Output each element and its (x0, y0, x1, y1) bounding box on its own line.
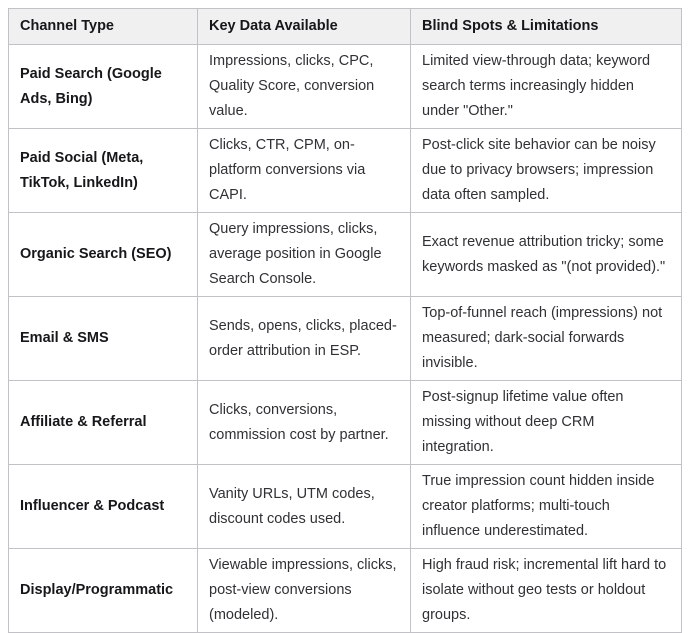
table-row-paid-search (9, 45, 682, 129)
cell-blind-spots: True impression count hidden inside creator platforms; multi-touch influence underestimated. (411, 465, 682, 549)
cell-blind-spots: Limited view-through data; keyword search terms increasingly hidden under "Other." (411, 45, 682, 129)
table-row-influencer-podcast (9, 465, 682, 549)
cell-blind-spots: Top-of-funnel reach (impressions) not measured; dark-social forwards invisible. (411, 297, 682, 381)
cell-channel: Paid Search (Google Ads, Bing) (9, 45, 198, 129)
cell-key-data: Viewable impressions, clicks, post-view conversions (modeled). (198, 549, 411, 633)
cell-channel: Email & SMS (9, 297, 198, 381)
cell-channel: Paid Social (Meta, TikTok, LinkedIn) (9, 129, 198, 213)
cell-blind-spots: Post-click site behavior can be noisy due to privacy browsers; impression data often sampled. (411, 129, 682, 213)
cell-channel: Influencer & Podcast (9, 465, 198, 549)
cell-key-data: Clicks, CTR, CPM, on-platform conversions via CAPI. (198, 129, 411, 213)
column-header-key-data: Key Data Available (198, 9, 411, 45)
table-row-organic-search (9, 213, 682, 297)
cell-key-data: Impressions, clicks, CPC, Quality Score, conversion value. (198, 45, 411, 129)
table-row-display-programmatic (9, 549, 682, 633)
table-row-email-sms (9, 297, 682, 381)
cell-key-data: Query impressions, clicks, average position in Google Search Console. (198, 213, 411, 297)
table-header (9, 9, 682, 45)
cell-channel: Display/Programmatic (9, 549, 198, 633)
column-header-blind-spots: Blind Spots & Limitations (411, 9, 682, 45)
cell-key-data: Sends, opens, clicks, placed-order attribution in ESP. (198, 297, 411, 381)
cell-blind-spots: Exact revenue attribution tricky; some keywords masked as "(not provided)." (411, 213, 682, 297)
cell-channel: Affiliate & Referral (9, 381, 198, 465)
header-row (9, 9, 682, 45)
cell-blind-spots: Post-signup lifetime value often missing without deep CRM integration. (411, 381, 682, 465)
channel-data-table (8, 8, 682, 633)
cell-key-data: Vanity URLs, UTM codes, discount codes used. (198, 465, 411, 549)
table-row-paid-social (9, 129, 682, 213)
cell-channel: Organic Search (SEO) (9, 213, 198, 297)
table-body (9, 45, 682, 633)
table-row-affiliate-referral (9, 381, 682, 465)
cell-blind-spots: High fraud risk; incremental lift hard to isolate without geo tests or holdout groups. (411, 549, 682, 633)
column-header-channel-type: Channel Type (9, 9, 198, 45)
cell-key-data: Clicks, conversions, commission cost by partner. (198, 381, 411, 465)
